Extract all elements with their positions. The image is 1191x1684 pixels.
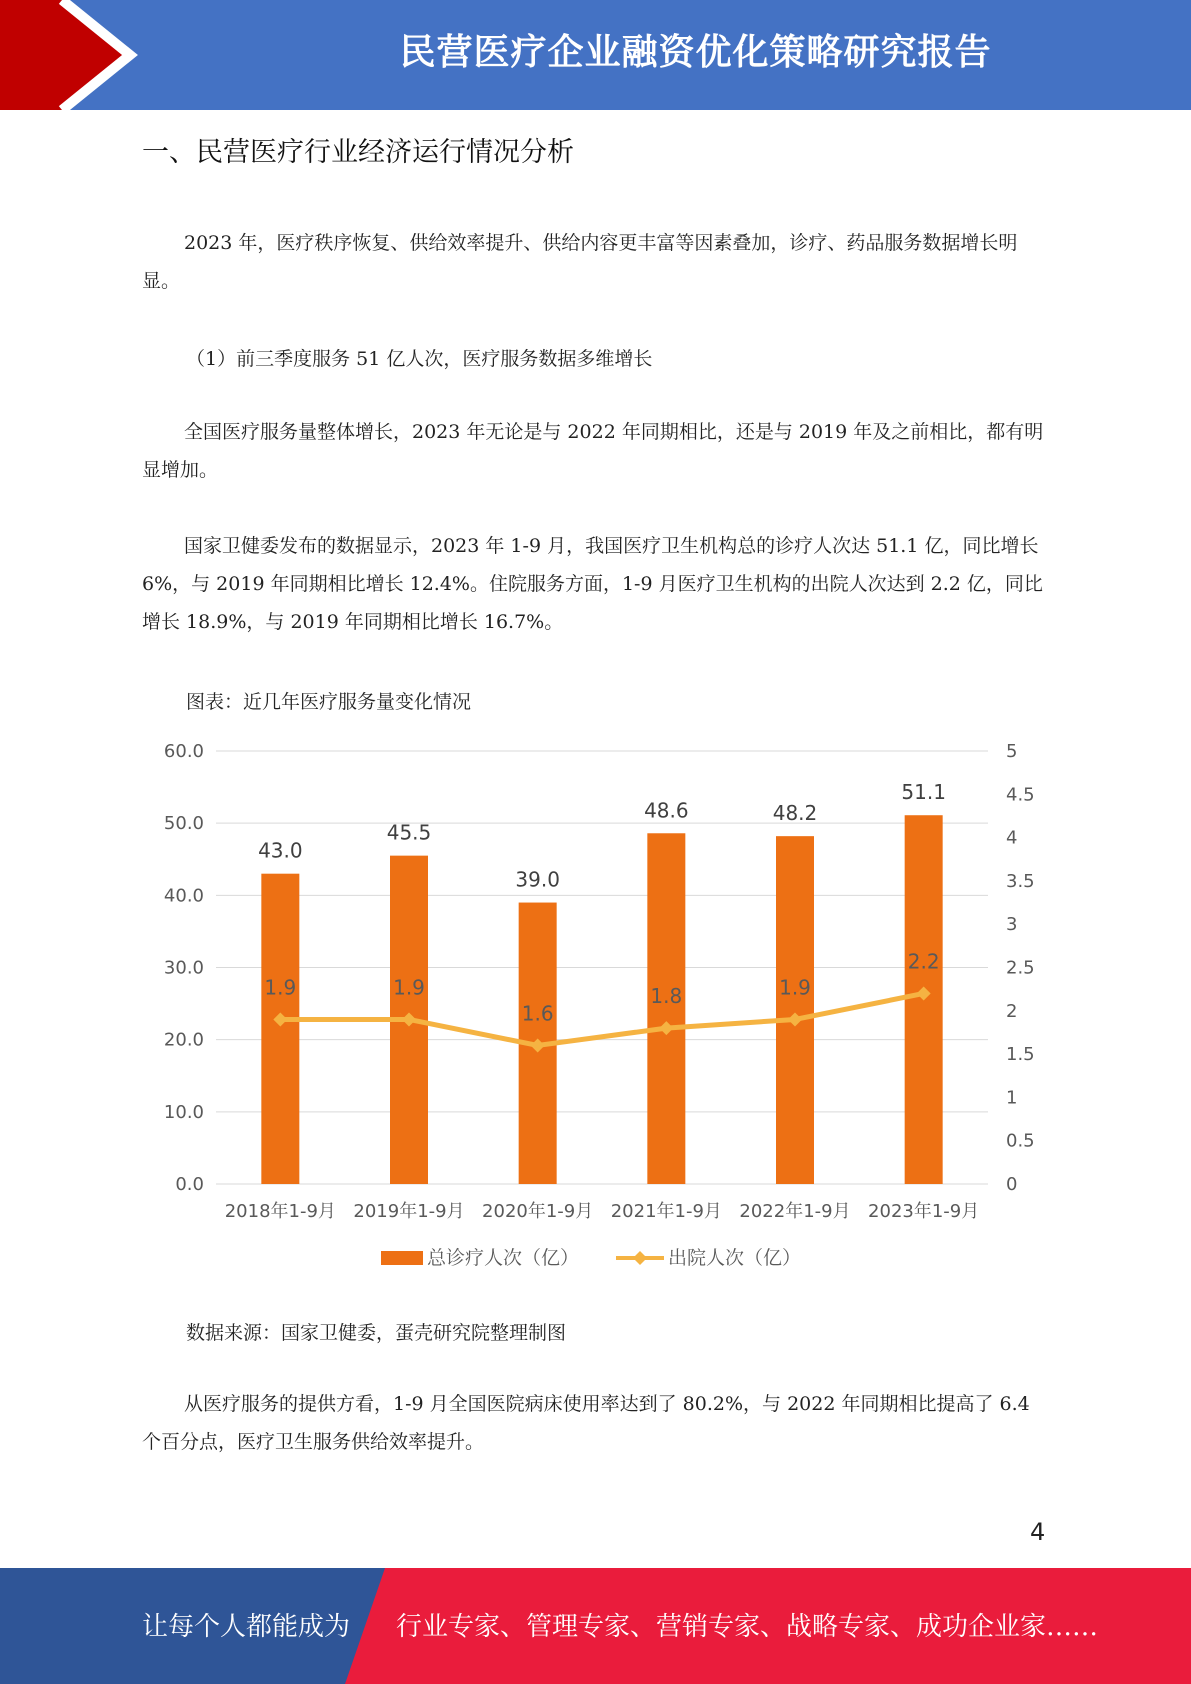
legend-bar-label: 总诊疗人次（亿） — [427, 1247, 580, 1269]
line-value-label: 1.9 — [393, 975, 425, 1000]
section-title: 一、民营医疗行业经济运行情况分析 — [142, 137, 574, 168]
bar-value-label: 45.5 — [386, 820, 432, 845]
chart-legend — [381, 1247, 801, 1269]
y-right-tick-label: 4.5 — [1006, 784, 1035, 806]
y-right-tick-label: 3.5 — [1006, 870, 1035, 892]
bar — [776, 836, 814, 1184]
bar-value-label: 39.0 — [515, 867, 560, 892]
header-arrow-decoration — [0, 0, 200, 110]
y-right-tick-label: 5 — [1006, 741, 1018, 762]
y-left-tick-label: 30.0 — [163, 957, 204, 979]
line-value-label: 2.2 — [907, 949, 940, 974]
y-right-tick-label: 4 — [1006, 827, 1018, 849]
x-tick-label: 2019年1-9月 — [353, 1201, 465, 1222]
footer-slogan-left: 让每个人都能成为 — [142, 1612, 351, 1642]
chart-line-series — [273, 986, 930, 1052]
bar-value-label: 43.0 — [258, 838, 303, 863]
x-tick-label: 2022年1-9月 — [739, 1201, 851, 1222]
y-right-tick-label: 0.5 — [1006, 1130, 1035, 1152]
x-tick-label: 2023年1-9月 — [868, 1201, 980, 1222]
y-left-tick-label: 50.0 — [163, 813, 204, 835]
chart-bars — [261, 815, 942, 1184]
page-header — [0, 0, 1191, 110]
paragraph-bed-usage: 从医疗服务的提供方看，1-9 月全国医院病床使用率达到了 80.2%，与 2022 年同期相比提高了 6.4 个百分点，医疗卫生服务供给效率提升。 — [142, 1393, 1030, 1453]
subsection-heading: （1）前三季度服务 51 亿人次，医疗服务数据多维增长 — [186, 348, 653, 370]
paragraph-overall-growth: 全国医疗服务量整体增长，2023 年无论是与 2022 年同期相比，还是与 2019 年及之前相比，都有明显增加。 — [142, 421, 1044, 481]
line-series-path — [280, 993, 923, 1045]
legend-line-label: 出院人次（亿） — [668, 1247, 802, 1269]
report-title: 民营医疗企业融资优化策略研究报告 — [399, 32, 992, 73]
bar-value-label: 51.1 — [901, 780, 946, 805]
y-right-tick-label: 1 — [1006, 1087, 1018, 1109]
legend-bar-swatch — [381, 1251, 423, 1265]
y-right-tick-label: 3 — [1006, 914, 1018, 936]
line-value-label: 1.9 — [779, 975, 811, 1000]
y-left-tick-label: 40.0 — [163, 885, 204, 907]
line-value-label: 1.9 — [264, 975, 297, 1000]
paragraph-intro: 2023 年，医疗秩序恢复、供给效率提升、供给内容更丰富等因素叠加，诊疗、药品服务数据增长明显。 — [142, 232, 1018, 292]
bar-value-label: 48.6 — [644, 798, 689, 823]
x-tick-label: 2021年1-9月 — [610, 1201, 722, 1222]
x-tick-label: 2020年1-9月 — [482, 1201, 594, 1222]
y-right-tick-label: 0 — [1006, 1174, 1018, 1195]
y-left-tick-label: 60.0 — [163, 741, 204, 762]
chart-gridlines — [216, 751, 988, 1184]
bar — [647, 833, 685, 1184]
line-value-label: 1.8 — [650, 984, 683, 1009]
footer-slogan-right: 行业专家、管理专家、营销专家、战略专家、成功企业家…… — [396, 1612, 1099, 1642]
y-left-tick-label: 10.0 — [163, 1101, 204, 1123]
data-source-note: 数据来源：国家卫健委，蛋壳研究院整理制图 — [186, 1322, 567, 1344]
bar — [261, 874, 299, 1184]
page-number: 4 — [1030, 1518, 1046, 1546]
y-left-tick-label: 0.0 — [175, 1174, 204, 1195]
legend-line-marker — [633, 1251, 647, 1265]
y-right-tick-label: 1.5 — [1006, 1044, 1035, 1066]
y-left-tick-label: 20.0 — [163, 1029, 204, 1051]
x-tick-label: 2018年1-9月 — [224, 1201, 336, 1222]
service-volume-chart — [130, 728, 1060, 1278]
y-right-tick-label: 2 — [1006, 1000, 1018, 1022]
chart-caption: 图表：近几年医疗服务量变化情况 — [186, 691, 472, 713]
bar-value-label: 48.2 — [772, 801, 818, 826]
paragraph-statistics: 国家卫健委发布的数据显示，2023 年 1-9 月，我国医疗卫生机构总的诊疗人次达 51.1 亿，同比增长 6%，与 2019 年同期相比增长 12.4%。住院服务方面，1-9 月医疗卫生机构的出院人次达到 2.2 亿，同比增长 18.9%，与 2019 年同期相比增长 16.7%。 — [142, 535, 1043, 633]
y-right-tick-label: 2.5 — [1006, 957, 1035, 979]
page-footer — [0, 1568, 1191, 1684]
line-value-label: 1.6 — [521, 1001, 554, 1026]
